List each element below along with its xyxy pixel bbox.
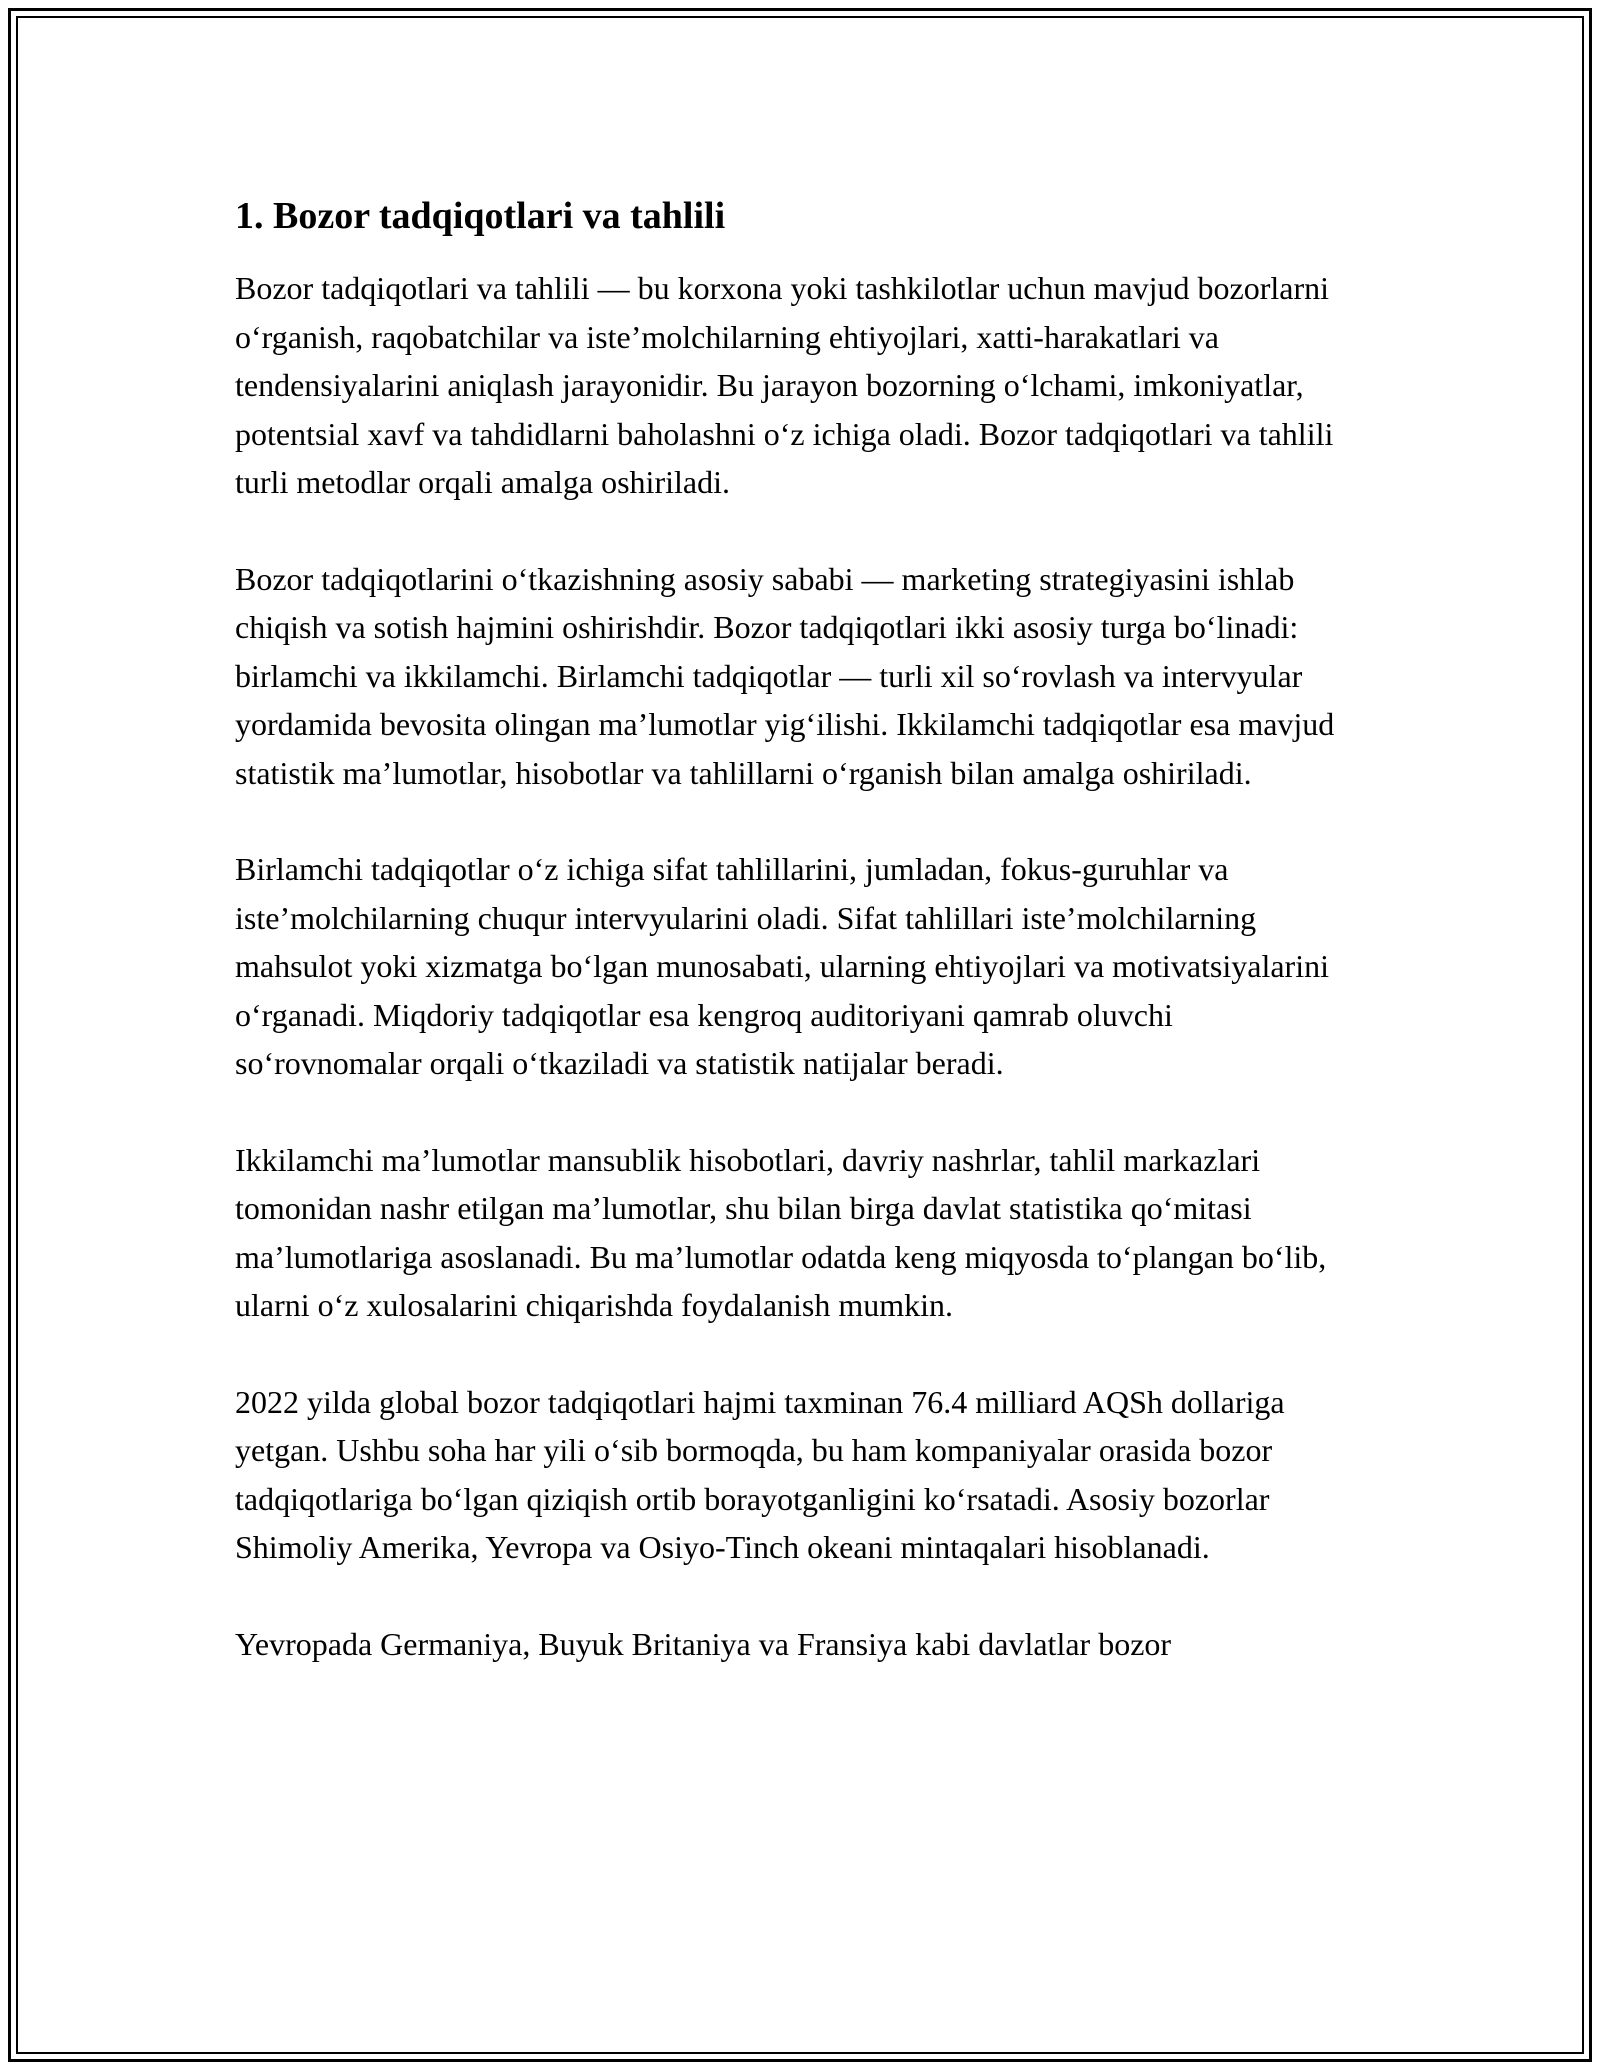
- paragraph-6: Yevropada Germaniya, Buyuk Britaniya va Fransiya kabi davlatlar bozor: [235, 1625, 1172, 1662]
- paragraph-2: Bozor tadqiqotlarini o‘tkazishning asosiy sababi — marketing strategiyasini ishlab chiqish va sotish hajmini oshirishdir. Bozor tadqiqotlari ikki asosiy turga bo‘linadi: birlamchi va ikkilamchi. Birlamchi tadqiqotlar — turli xil so‘rovlash va intervyular yordamida bevosita olingan ma’lumotlar yig‘ilishi. Ikkilamchi tadqiqotlar esa mavjud statistik ma’lumotlar, hisobotlar va tahlillarni o‘rganish bilan amalga oshiriladi.: [235, 560, 1335, 791]
- paragraph-3: Birlamchi tadqiqotlar o‘z ichiga sifat tahlillarini, jumladan, fokus-guruhlar va iste’molchilarning chuqur intervyularini oladi. Sifat tahlillari iste’molchilarning mahsulot yoki xizmatga bo‘lgan munosabati, ularning ehtiyojlari va motivatsiyalarini o‘rganadi. Miqdoriy tadqiqotlar esa kengroq auditoriyani qamrab oluvchi so‘rovnomalar orqali o‘tkaziladi va statistik natijalar beradi.: [235, 851, 1329, 1081]
- paragraph-5: 2022 yilda global bozor tadqiqotlari hajmi taxminan 76.4 milliard AQSh dollariga yetgan. Ushbu soha har yili o‘sib bormoqda, bu ham kompaniyalar orasida bozor tadqiqotlariga bo‘lgan qiziqish ortib borayotganligini ko‘rsatadi. Asosiy bozorlar Shimoliy Amerika, Yevropa va Osiyo-Tinch okeani mintaqalari hisoblanadi.: [235, 1383, 1285, 1565]
- section-heading: 1. Bozor tadqiqotlari va tahlili: [235, 195, 726, 237]
- paragraph-1: Bozor tadqiqotlari va tahlili — bu korxona yoki tashkilotlar uchun mavjud bozorlarni o‘rganish, raqobatchilar va iste’molchilarning ehtiyojlari, xatti-harakatlari va tendensiyalarini aniqlash jarayonidir. Bu jarayon bozorning o‘lchami, imkoniyatlar, potentsial xavf va tahdidlarni baholashni o‘z ichiga oladi. Bozor tadqiqotlari va tahlili turli metodlar orqali amalga oshiriladi.: [235, 270, 1334, 500]
- document-body: [235, 188, 1365, 1716]
- paragraph-4: Ikkilamchi ma’lumotlar mansublik hisobotlari, davriy nashrlar, tahlil markazlari tomonidan nashr etilgan ma’lumotlar, shu bilan birga davlat statistika qo‘mitasi ma’lumotlariga asoslanadi. Bu ma’lumotlar odatda keng miqyosda to‘plangan bo‘lib, ularni o‘z xulosalarini chiqarishda foydalanish mumkin.: [235, 1141, 1327, 1323]
